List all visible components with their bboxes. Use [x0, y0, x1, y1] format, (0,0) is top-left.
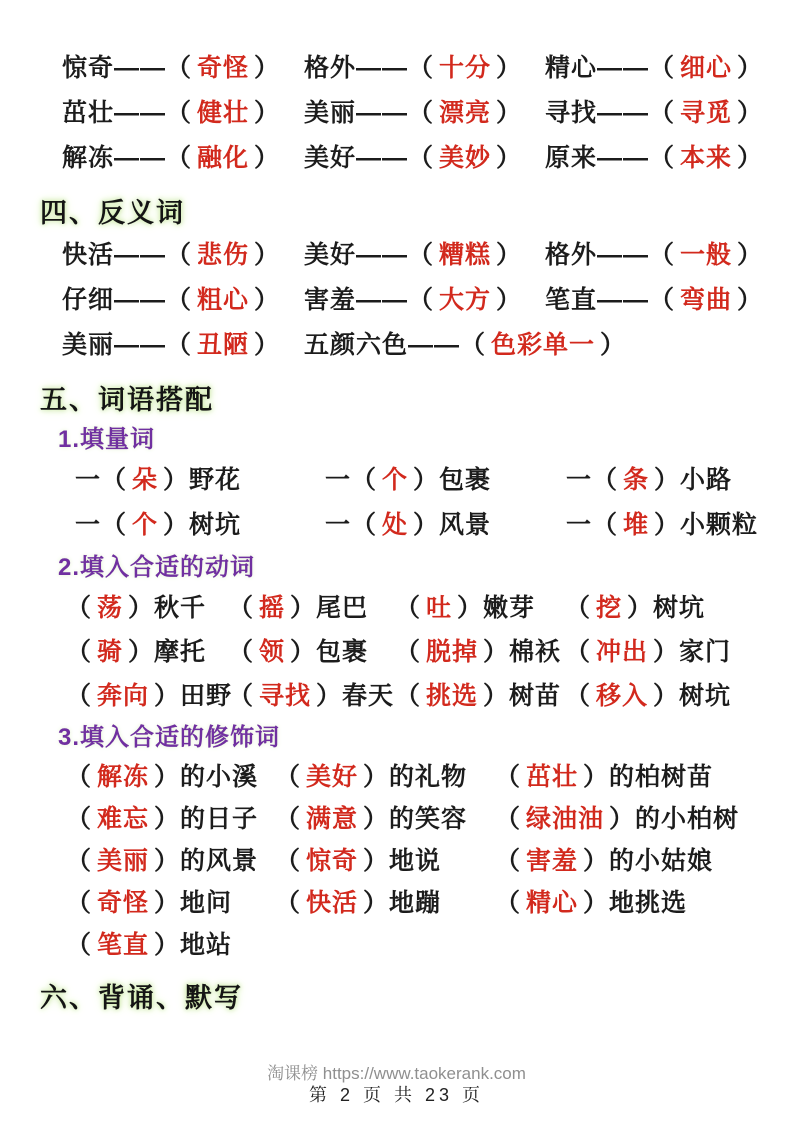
- word-item: [62, 136, 304, 181]
- answer-text: 茁壮: [526, 763, 579, 791]
- word-item: [66, 924, 275, 966]
- item-prefix-text: 解冻——（: [62, 144, 193, 172]
- item-suffix-text: ）地挑选: [583, 889, 688, 917]
- item-prefix-text: 仔细——（: [62, 286, 193, 314]
- item-prefix-text: 精心——（: [545, 54, 676, 82]
- item-prefix-text: 笔直——（: [545, 286, 676, 314]
- item-suffix-text: ）小路: [654, 466, 733, 494]
- item-suffix-text: ）地蹦: [363, 889, 442, 917]
- item-prefix-text: 害羞——（: [304, 286, 435, 314]
- item-suffix-text: ）: [254, 54, 281, 82]
- word-item: [545, 91, 773, 136]
- item-prefix-text: 一（: [325, 466, 378, 494]
- item-prefix-text: （: [395, 682, 422, 710]
- item-prefix-text: （: [66, 847, 93, 875]
- word-item: [62, 91, 304, 136]
- item-suffix-text: ）树坑: [627, 594, 706, 622]
- watermark-site-url: 淘课榜 https://www.taokerank.com: [267, 1064, 526, 1083]
- item-prefix-text: （: [275, 763, 302, 791]
- word-item: [545, 233, 773, 278]
- verb-fill: [40, 586, 773, 718]
- answer-text: 吐: [426, 594, 453, 622]
- word-item: [495, 756, 773, 798]
- item-prefix-text: （: [565, 682, 592, 710]
- answer-text: 融化: [197, 144, 250, 172]
- item-suffix-text: ）: [600, 331, 627, 359]
- answer-text: 快活: [306, 889, 359, 917]
- answer-text: 弯曲: [680, 286, 733, 314]
- answer-text: 处: [382, 511, 409, 539]
- word-item: [66, 586, 228, 630]
- item-prefix-text: （: [66, 594, 93, 622]
- answer-text: 朵: [132, 466, 159, 494]
- answer-text: 脱掉: [426, 638, 479, 666]
- sub-3-modifiers: 3.填入合适的修饰词: [58, 724, 281, 751]
- answer-text: 一般: [680, 241, 733, 269]
- item-prefix-text: （: [495, 847, 522, 875]
- item-suffix-text: ）地问: [154, 889, 233, 917]
- word-row: [66, 840, 773, 882]
- word-row: [62, 323, 773, 368]
- answer-text: 悲伤: [197, 241, 250, 269]
- word-item: [304, 136, 545, 181]
- item-suffix-text: ）: [254, 144, 281, 172]
- item-prefix-text: 五颜六色——（: [304, 331, 487, 359]
- answer-text: 奇怪: [197, 54, 250, 82]
- item-prefix-text: （: [66, 931, 93, 959]
- answer-text: 细心: [680, 54, 733, 82]
- item-prefix-text: （: [66, 889, 93, 917]
- answer-text: 糟糕: [439, 241, 492, 269]
- word-item: [304, 46, 545, 91]
- item-suffix-text: ）尾巴: [290, 594, 369, 622]
- answer-text: 绿油油: [526, 805, 605, 833]
- word-item: [304, 91, 545, 136]
- word-item: [62, 323, 304, 368]
- item-suffix-text: ）: [737, 99, 764, 127]
- answer-text: 条: [623, 466, 650, 494]
- word-item: [495, 840, 773, 882]
- sub-1-measure-words: 1.填量词: [58, 426, 156, 453]
- page-number-indicator: 第 2 页 共 23 页: [308, 1085, 485, 1105]
- answer-text: 挖: [596, 594, 623, 622]
- word-item: [566, 458, 773, 503]
- word-item: [66, 674, 233, 718]
- item-prefix-text: 美丽——（: [62, 331, 193, 359]
- answer-text: 十分: [439, 54, 492, 82]
- section-5-collocations: 五、词语搭配: [40, 385, 214, 415]
- word-row: [66, 586, 773, 630]
- item-prefix-text: 一（: [75, 511, 128, 539]
- item-suffix-text: ）包裹: [413, 466, 492, 494]
- page-footer: [0, 1063, 793, 1106]
- item-suffix-text: ）地站: [154, 931, 233, 959]
- item-suffix-text: ）春天: [316, 682, 395, 710]
- answer-text: 大方: [439, 286, 492, 314]
- item-suffix-text: ）嫩芽: [457, 594, 536, 622]
- word-item: [304, 323, 627, 368]
- word-item: [495, 882, 773, 924]
- item-suffix-text: ）: [737, 144, 764, 172]
- item-prefix-text: 美好——（: [304, 241, 435, 269]
- item-prefix-text: 茁壮——（: [62, 99, 193, 127]
- answer-text: 难忘: [97, 805, 150, 833]
- answer-text: 寻觅: [680, 99, 733, 127]
- synonyms-continued: [40, 46, 773, 181]
- item-prefix-text: 一（: [566, 466, 619, 494]
- word-item: [395, 630, 565, 674]
- word-item: [304, 278, 545, 323]
- answer-text: 领: [259, 638, 286, 666]
- answer-text: 色彩单一: [491, 331, 596, 359]
- item-prefix-text: （: [495, 889, 522, 917]
- item-suffix-text: ）: [737, 286, 764, 314]
- item-prefix-text: 惊奇——（: [62, 54, 193, 82]
- word-item: [565, 674, 773, 718]
- item-prefix-text: （: [275, 847, 302, 875]
- item-suffix-text: ）小颗粒: [654, 511, 759, 539]
- item-suffix-text: ）风景: [413, 511, 492, 539]
- item-suffix-text: ）摩托: [128, 638, 207, 666]
- word-item: [62, 278, 304, 323]
- word-item: [325, 458, 566, 503]
- answer-text: 惊奇: [306, 847, 359, 875]
- item-suffix-text: ）: [496, 144, 523, 172]
- item-suffix-text: ）包裹: [290, 638, 369, 666]
- item-suffix-text: ）的小溪: [154, 763, 259, 791]
- item-prefix-text: 格外——（: [545, 241, 676, 269]
- word-row: [66, 924, 773, 966]
- word-item: [395, 586, 565, 630]
- item-prefix-text: （: [228, 638, 255, 666]
- word-item: [275, 756, 495, 798]
- item-prefix-text: （: [395, 638, 422, 666]
- section-6-recite: 六、背诵、默写: [40, 983, 243, 1013]
- word-row: [66, 798, 773, 840]
- item-prefix-text: （: [66, 682, 93, 710]
- word-row: [66, 674, 773, 718]
- item-suffix-text: ）: [254, 331, 281, 359]
- word-item: [275, 840, 495, 882]
- item-suffix-text: ）的礼物: [363, 763, 468, 791]
- word-row: [62, 136, 773, 181]
- word-item: [75, 503, 325, 548]
- item-prefix-text: （: [228, 594, 255, 622]
- item-prefix-text: 美好——（: [304, 144, 435, 172]
- answer-text: 精心: [526, 889, 579, 917]
- answer-text: 寻找: [259, 682, 312, 710]
- word-row: [75, 458, 773, 503]
- answer-text: 笔直: [97, 931, 150, 959]
- item-suffix-text: ）地说: [363, 847, 442, 875]
- word-item: [304, 233, 545, 278]
- sub-2-verbs: 2.填入合适的动词: [58, 554, 256, 581]
- word-item: [565, 586, 773, 630]
- word-item: [66, 840, 275, 882]
- word-row: [66, 630, 773, 674]
- answer-text: 美丽: [97, 847, 150, 875]
- item-prefix-text: 快活——（: [62, 241, 193, 269]
- item-suffix-text: ）的柏树苗: [583, 763, 714, 791]
- item-prefix-text: 美丽——（: [304, 99, 435, 127]
- item-suffix-text: ）野花: [163, 466, 242, 494]
- item-prefix-text: 一（: [75, 466, 128, 494]
- word-item: [395, 674, 565, 718]
- item-suffix-text: ）树坑: [653, 682, 732, 710]
- answer-text: 个: [382, 466, 409, 494]
- word-row: [62, 278, 773, 323]
- word-item: [275, 798, 495, 840]
- item-suffix-text: ）的风景: [154, 847, 259, 875]
- answer-text: 堆: [623, 511, 650, 539]
- word-item: [62, 46, 304, 91]
- item-prefix-text: （: [565, 594, 592, 622]
- answer-text: 奇怪: [97, 889, 150, 917]
- item-prefix-text: （: [495, 805, 522, 833]
- item-suffix-text: ）秋千: [128, 594, 207, 622]
- answer-text: 本来: [680, 144, 733, 172]
- answer-text: 荡: [97, 594, 124, 622]
- word-item: [66, 882, 275, 924]
- item-suffix-text: ）的日子: [154, 805, 259, 833]
- answer-text: 丑陋: [197, 331, 250, 359]
- word-item: [545, 136, 773, 181]
- item-suffix-text: ）树坑: [163, 511, 242, 539]
- item-prefix-text: （: [275, 889, 302, 917]
- word-row: [75, 503, 773, 548]
- item-suffix-text: ）: [254, 241, 281, 269]
- word-item: [62, 233, 304, 278]
- word-item: [565, 630, 773, 674]
- item-prefix-text: 寻找——（: [545, 99, 676, 127]
- item-prefix-text: （: [66, 805, 93, 833]
- word-item: [66, 630, 228, 674]
- word-item: [495, 798, 773, 840]
- item-suffix-text: ）棉袄: [483, 638, 562, 666]
- answer-text: 美妙: [439, 144, 492, 172]
- item-prefix-text: 一（: [566, 511, 619, 539]
- item-suffix-text: ）: [737, 54, 764, 82]
- section-4-antonyms: 四、反义词: [40, 198, 185, 228]
- word-item: [66, 798, 275, 840]
- answer-text: 冲出: [596, 638, 649, 666]
- item-prefix-text: （: [275, 805, 302, 833]
- answer-text: 移入: [596, 682, 649, 710]
- answer-text: 粗心: [197, 286, 250, 314]
- answer-text: 美好: [306, 763, 359, 791]
- word-item: [66, 756, 275, 798]
- word-item: [228, 586, 395, 630]
- answer-text: 健壮: [197, 99, 250, 127]
- item-suffix-text: ）: [496, 99, 523, 127]
- item-suffix-text: ）: [737, 241, 764, 269]
- item-suffix-text: ）的小柏树: [609, 805, 740, 833]
- word-row: [62, 233, 773, 278]
- item-suffix-text: ）树苗: [483, 682, 562, 710]
- word-item: [275, 882, 495, 924]
- item-suffix-text: ）田野: [154, 682, 233, 710]
- item-suffix-text: ）的小姑娘: [583, 847, 714, 875]
- answer-text: 漂亮: [439, 99, 492, 127]
- word-item: [545, 278, 773, 323]
- answer-text: 挑选: [426, 682, 479, 710]
- word-row: [62, 91, 773, 136]
- word-item: [325, 503, 566, 548]
- item-prefix-text: （: [66, 638, 93, 666]
- answer-text: 害羞: [526, 847, 579, 875]
- item-prefix-text: （: [395, 594, 422, 622]
- item-suffix-text: ）: [496, 286, 523, 314]
- item-prefix-text: 原来——（: [545, 144, 676, 172]
- item-prefix-text: 格外——（: [304, 54, 435, 82]
- item-prefix-text: （: [66, 763, 93, 791]
- item-suffix-text: ）: [254, 99, 281, 127]
- word-item: [545, 46, 773, 91]
- modifier-fill: [40, 756, 773, 966]
- word-row: [66, 756, 773, 798]
- word-item: [566, 503, 773, 548]
- item-prefix-text: 一（: [325, 511, 378, 539]
- answer-text: 解冻: [97, 763, 150, 791]
- item-suffix-text: ）: [496, 241, 523, 269]
- word-item: [228, 630, 395, 674]
- item-prefix-text: （: [495, 763, 522, 791]
- answer-text: 奔向: [97, 682, 150, 710]
- item-prefix-text: （: [565, 638, 592, 666]
- answer-text: 骑: [97, 638, 124, 666]
- item-suffix-text: ）: [254, 286, 281, 314]
- item-suffix-text: ）: [496, 54, 523, 82]
- word-item: [228, 674, 395, 718]
- word-item: [75, 458, 325, 503]
- measure-words: [40, 458, 773, 548]
- word-row: [66, 882, 773, 924]
- item-suffix-text: ）家门: [653, 638, 732, 666]
- answer-text: 摇: [259, 594, 286, 622]
- answer-text: 满意: [306, 805, 359, 833]
- answer-text: 个: [132, 511, 159, 539]
- word-row: [62, 46, 773, 91]
- item-suffix-text: ）的笑容: [363, 805, 468, 833]
- antonyms: [40, 233, 773, 368]
- item-prefix-text: （: [228, 682, 255, 710]
